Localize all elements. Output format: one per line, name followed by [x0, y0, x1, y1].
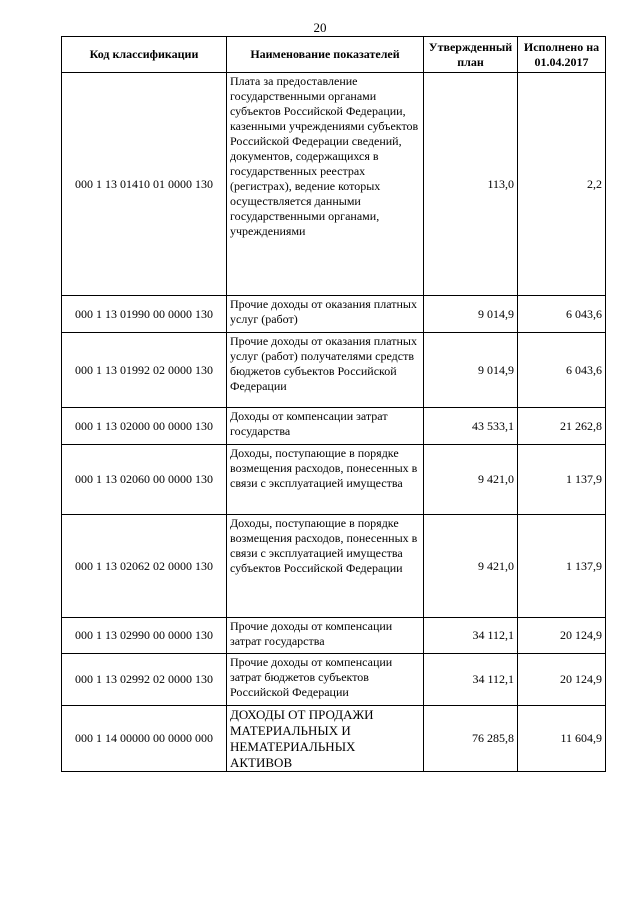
col-header-name: Наименование показателей	[227, 37, 424, 73]
row-done: 1 137,9	[518, 445, 606, 515]
budget-table	[61, 36, 606, 772]
row-code: 000 1 13 02060 00 0000 130	[62, 445, 227, 515]
row-name: Прочие доходы от компенсации затрат бюджетов субъектов Российской Федерации	[227, 654, 424, 706]
row-done: 20 124,9	[518, 654, 606, 706]
row-name: Прочие доходы от компенсации затрат государства	[227, 618, 424, 654]
table-row	[62, 408, 606, 445]
row-name: Прочие доходы от оказания платных услуг (работ)	[227, 296, 424, 333]
table-row	[62, 706, 606, 772]
row-plan: 34 112,1	[424, 618, 518, 654]
row-code: 000 1 13 02062 02 0000 130	[62, 515, 227, 618]
col-header-code: Код классификации	[62, 37, 227, 73]
row-done: 6 043,6	[518, 296, 606, 333]
row-plan: 113,0	[424, 73, 518, 296]
row-done: 1 137,9	[518, 515, 606, 618]
page-number: 20	[313, 20, 327, 35]
row-plan: 34 112,1	[424, 654, 518, 706]
row-code: 000 1 13 02000 00 0000 130	[62, 408, 227, 445]
row-name: Прочие доходы от оказания платных услуг (работ) получателями средств бюджетов субъектов Российской Федерации	[227, 333, 424, 408]
table-row	[62, 654, 606, 706]
row-code: 000 1 13 01410 01 0000 130	[62, 73, 227, 296]
row-done: 11 604,9	[518, 706, 606, 772]
row-code: 000 1 13 01992 02 0000 130	[62, 333, 227, 408]
header-row	[62, 37, 606, 73]
table-row	[62, 618, 606, 654]
row-name: Доходы от компенсации затрат государства	[227, 408, 424, 445]
row-done: 20 124,9	[518, 618, 606, 654]
col-header-done: Исполнено на 01.04.2017	[518, 37, 606, 73]
row-name: Доходы, поступающие в порядке возмещения расходов, понесенных в связи с эксплуатацией имущества	[227, 445, 424, 515]
row-name: ДОХОДЫ ОТ ПРОДАЖИ МАТЕРИАЛЬНЫХ И НЕМАТЕРИАЛЬНЫХ АКТИВОВ	[227, 706, 424, 772]
row-code: 000 1 13 02992 02 0000 130	[62, 654, 227, 706]
row-plan: 9 421,0	[424, 445, 518, 515]
row-code: 000 1 14 00000 00 0000 000	[62, 706, 227, 772]
table-row	[62, 515, 606, 618]
table-row	[62, 333, 606, 408]
row-plan: 9 014,9	[424, 296, 518, 333]
row-plan: 43 533,1	[424, 408, 518, 445]
row-plan: 9 014,9	[424, 333, 518, 408]
table-row	[62, 445, 606, 515]
table-row	[62, 73, 606, 296]
col-header-plan: Утвержденный план	[424, 37, 518, 73]
row-name: Доходы, поступающие в порядке возмещения расходов, понесенных в связи с эксплуатацией имущества субъектов Российской Федерации	[227, 515, 424, 618]
row-done: 6 043,6	[518, 333, 606, 408]
table-row	[62, 296, 606, 333]
row-name: Плата за предоставление государственными органами субъектов Российской Федерации, казенными учреждениями субъектов Российской Федерации сведений, документов, содержащихся в государственных реестрах (регистрах), ведение которых осуществляется данными государственными органами, учреждениями	[227, 73, 424, 296]
row-plan: 9 421,0	[424, 515, 518, 618]
row-plan: 76 285,8	[424, 706, 518, 772]
row-done: 21 262,8	[518, 408, 606, 445]
row-code: 000 1 13 01990 00 0000 130	[62, 296, 227, 333]
row-done: 2,2	[518, 73, 606, 296]
row-code: 000 1 13 02990 00 0000 130	[62, 618, 227, 654]
